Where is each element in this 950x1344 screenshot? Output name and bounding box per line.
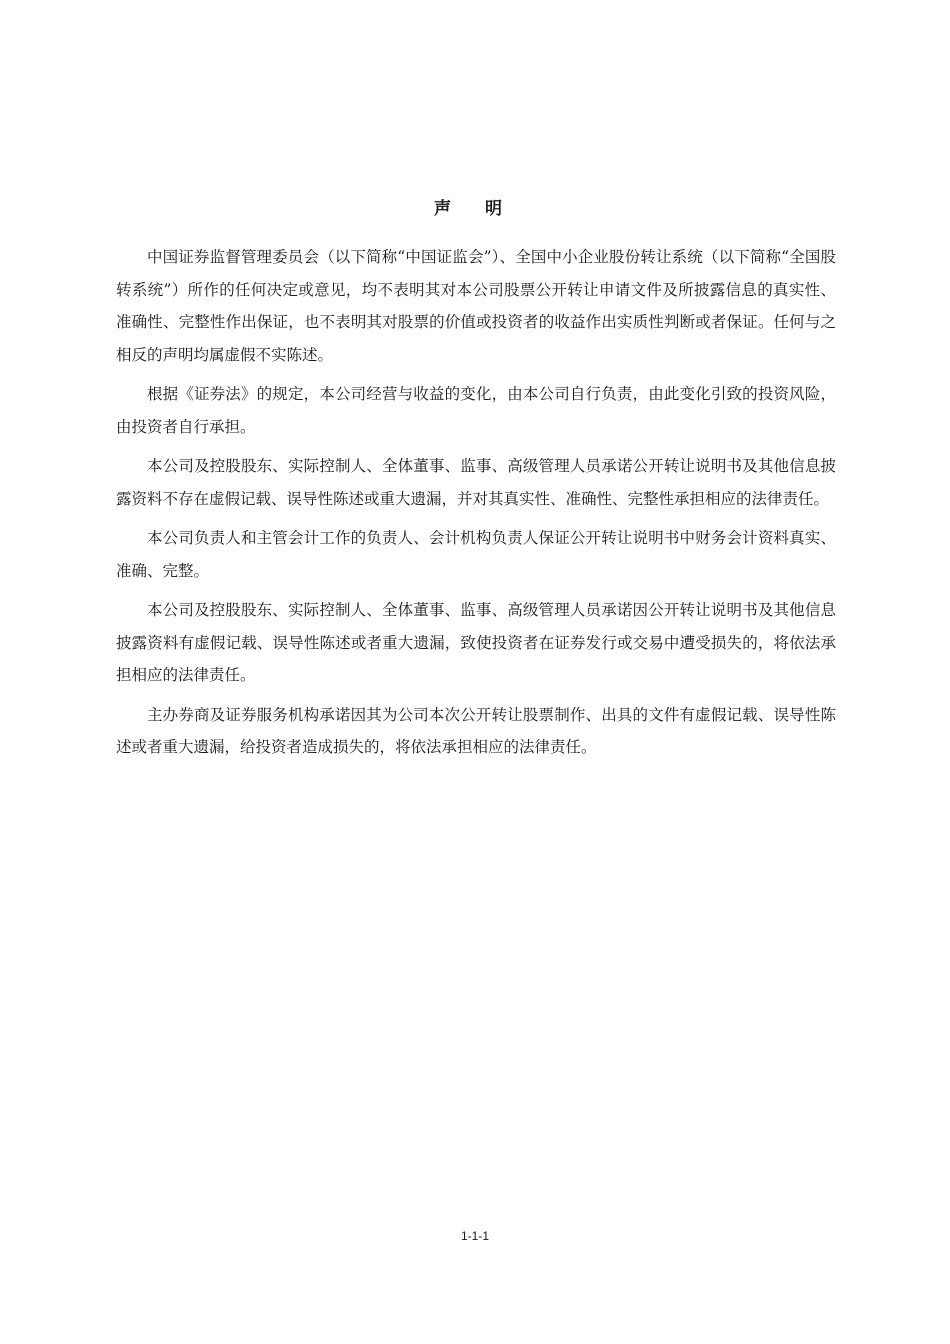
paragraph-disclosure-commitment: 本公司及控股股东、实际控制人、全体董事、监事、高级管理人员承诺公开转让说明书及其他信息披露资料不存在虚假记载、误导性陈述或重大遗漏，并对其真实性、准确性、完整性承担相应的法律责任。 xyxy=(116,457,836,508)
paragraph-regulator-disclaimer: 中国证券监督管理委员会（以下简称“中国证监会”）、全国中小企业股份转让系统（以下简称“全国股转系统”）所作的任何决定或意见，均不表明其对本公司股票公开转让申请文件及所披露信息的真实性、准确性、完整性作出保证，也不表明其对股票的价值或投资者的收益作出实质性判断或者保证。任何与之相反的声明均属虚假不实陈述。 xyxy=(116,248,836,364)
page-title: 声 明 xyxy=(434,199,516,219)
paragraph-liability-commitment: 本公司及控股股东、实际控制人、全体董事、监事、高级管理人员承诺因公开转让说明书及其他信息披露资料有虚假记载、误导性陈述或者重大遗漏，致使投资者在证券发行或交易中遭受损失的，将依法承担相应的法律责任。 xyxy=(116,601,836,684)
paragraph-investment-risk: 根据《证券法》的规定，本公司经营与收益的变化，由本公司自行负责，由此变化引致的投资风险，由投资者自行承担。 xyxy=(116,385,836,436)
page-number: 1-1-1 xyxy=(460,1229,489,1243)
paragraph-broker-commitment: 主办券商及证券服务机构承诺因其为公司本次公开转让股票制作、出具的文件有虚假记载、误导性陈述或者重大遗漏，给投资者造成损失的，将依法承担相应的法律责任。 xyxy=(116,705,836,756)
statement-body xyxy=(116,241,836,771)
paragraph-financial-guarantee: 本公司负责人和主管会计工作的负责人、会计机构负责人保证公开转让说明书中财务会计资料真实、准确、完整。 xyxy=(116,529,836,580)
